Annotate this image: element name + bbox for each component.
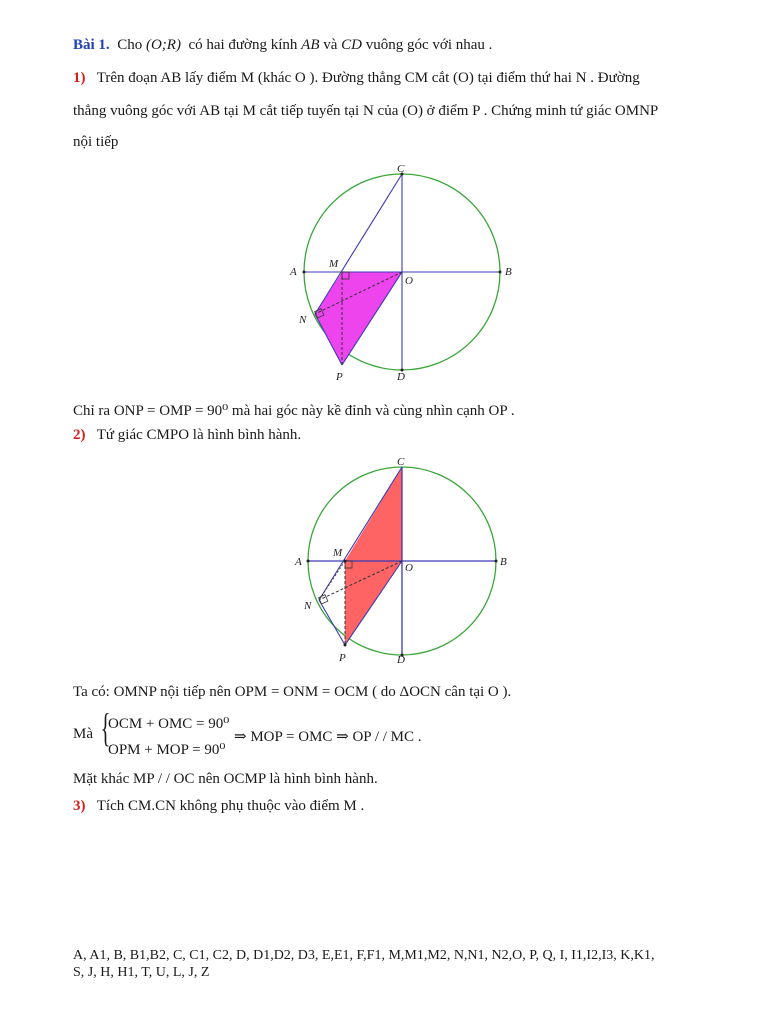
part3-heading (73, 798, 364, 815)
part3-title: Tích CM.CN không phụ thuộc vào điểm M . (96, 798, 365, 814)
part2-line1: Ta có: OMNP nội tiếp nên OPM = ONM = OCM ( do ΔOCN cân tại O ). (73, 684, 512, 700)
figure2-label-d: D (397, 654, 405, 666)
problem-intro: Cho (117, 37, 143, 53)
figure1-label-p: P (336, 371, 343, 383)
figure1-label-d: D (397, 371, 405, 383)
figure2-label-a: A (295, 556, 302, 568)
circle-notation: (O;R) (145, 37, 181, 53)
part2-line3: Mặt khác MP / / OC nên OCMP là hình bình hành. (73, 771, 378, 787)
figure1-label-a: A (290, 266, 297, 278)
figure-1 (280, 160, 520, 385)
figure2-point-p (344, 644, 347, 647)
diameter-cd: CD (341, 37, 362, 53)
figure2-point-m (344, 560, 347, 563)
problem-label: Bài 1. (73, 37, 110, 53)
figure2-label-c: C (397, 456, 405, 468)
figure1-point-b (499, 271, 502, 274)
problem-text1: có hai đường kính (188, 37, 298, 53)
problem-header (73, 37, 492, 54)
part2-title: Tứ giác CMPO là hình bình hành. (96, 427, 302, 443)
figure2-label-m: M (333, 547, 343, 559)
figure1-quadrilateral-omnp (315, 272, 402, 365)
figure2-label-n: N (304, 600, 312, 612)
figure2-point-b (495, 560, 498, 563)
part2-conclusion: ⇒ MOP = OMC ⇒ OP / / MC . (234, 729, 422, 745)
diameter-ab: AB (301, 37, 320, 53)
problem-text2: vuông góc với nhau . (365, 37, 493, 53)
part1-answer: Chỉ ra ONP = OMP = 90⁰ mà hai góc này kề đỉnh và cùng nhìn cạnh OP . (73, 403, 515, 419)
problem-and: và (323, 37, 338, 53)
figure2-label-b: B (500, 556, 507, 568)
footer-line1: A, A1, B, B1,B2, C, C1, C2, D, D1,D2, D3, E,E1, F,F1, M,M1,M2, N,N1, N2,O, P, Q, I, I1,I2,I3, K,K1, (73, 948, 655, 963)
part2-system-line1: OCM + OMC = 90⁰ (108, 716, 230, 732)
part1-line3: nội tiếp (73, 134, 119, 150)
part1-line1 (73, 70, 640, 87)
part2-number: 2) (73, 427, 86, 443)
figure2-point-a (307, 560, 310, 563)
system-brace: { (100, 705, 111, 750)
figure1-label-m: M (329, 258, 339, 270)
figure2-label-p: P (339, 652, 346, 664)
part2-heading (73, 427, 301, 444)
figure1-point-a (303, 271, 306, 274)
figure2-line-np (319, 600, 345, 645)
footer-line2: S, J, H, H1, T, U, L, J, Z (73, 965, 210, 980)
figure1-label-n: N (299, 314, 307, 326)
figure-2 (290, 455, 520, 670)
part1-line2: thẳng vuông góc với AB tại M cắt tiếp tuyến tại N của (O) ở điểm P . Chứng minh tứ giác OMNP (73, 103, 659, 119)
part1-number: 1) (73, 70, 86, 86)
figure2-label-o: O (405, 562, 413, 574)
part3-number: 3) (73, 798, 86, 814)
footer-labels (73, 947, 743, 981)
figure2-parallelogram-cmpo (345, 467, 402, 645)
figure1-label-o: O (405, 275, 413, 287)
figure1-label-b: B (505, 266, 512, 278)
part2-ma: Mà (73, 726, 93, 742)
part2-system-line2: OPM + MOP = 90⁰ (108, 742, 226, 758)
part1-text-line1: Trên đoạn AB lấy điểm M (khác O ). Đường thẳng CM cắt (O) tại điểm thứ hai N . Đường (96, 70, 640, 86)
figure1-label-c: C (397, 163, 405, 175)
